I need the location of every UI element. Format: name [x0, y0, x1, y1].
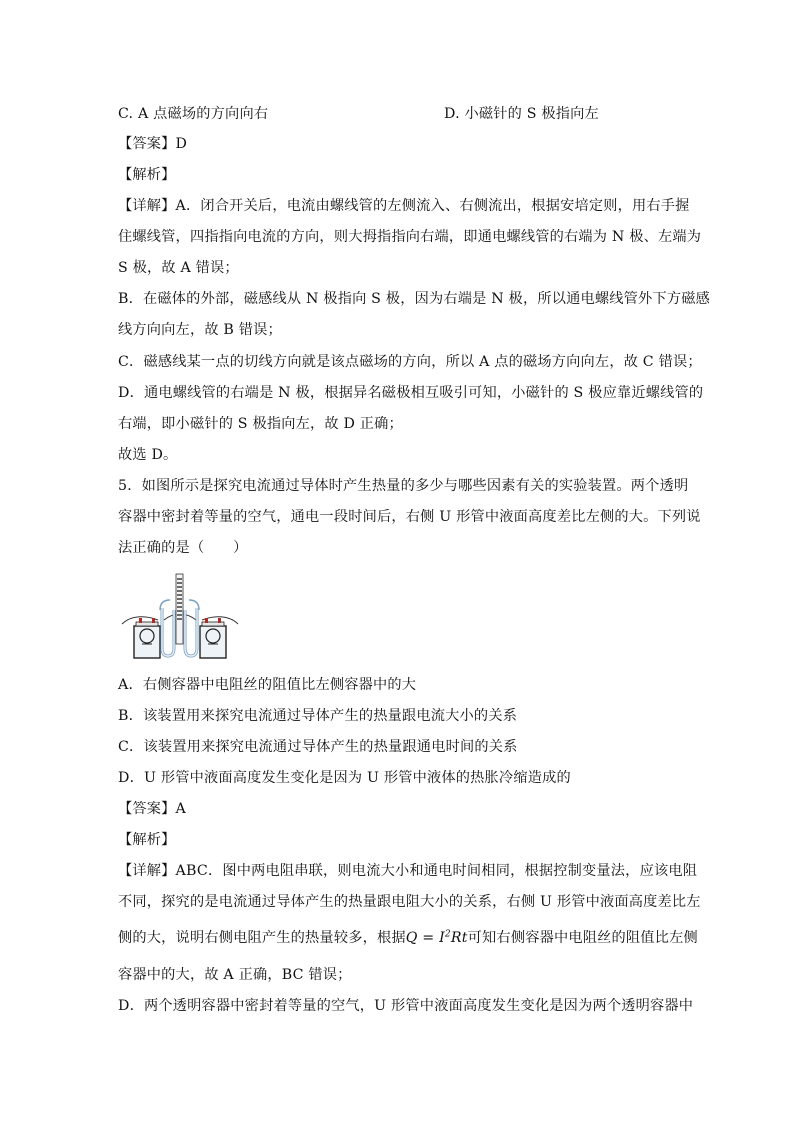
experiment-apparatus-figure — [118, 570, 242, 662]
q4-conclusion: 故选 D。 — [118, 447, 178, 463]
q4-detail-line: 右端，即小磁针的 S 极指向左，故 D 正确； — [118, 416, 403, 432]
q5-option-a: A．右侧容器中电阻丝的阻值比左侧容器中的大 — [118, 677, 417, 693]
q5-detail-line: 【详解】ABC．图中两电阻串联，则电流大小和通电时间相同，根据控制变量法，应该电阻 — [118, 863, 698, 879]
q4-detail-line: S 极，故 A 错误； — [118, 260, 239, 276]
q4-detail-line: 【详解】A．闭合开关后，电流由螺线管的左侧流入、右侧流出，根据安培定则，用右手握 — [118, 198, 690, 214]
q5-stem-line: 法正确的是（ ） — [118, 540, 248, 556]
q5-detail-line-with-formula — [118, 928, 698, 948]
q4-detail-line: 住螺线管，四指指向电流的方向，则大拇指指向右端，即通电螺线管的右端为 N 极、左端为 — [118, 229, 702, 245]
q4-detail-line: 线方向向左，故 B 错误； — [118, 322, 282, 338]
q4-detail-line: D．通电螺线管的右端是 N 极，根据异名磁极相互吸引可知，小磁针的 S 极应靠近螺线管的 — [118, 385, 704, 401]
q5-detail-text: 侧的大，说明右侧电阻产生的热量较多，根据 — [118, 930, 406, 946]
q5-option-c: C．该装置用来探究电流通过导体产生的热量跟通电时间的关系 — [118, 739, 518, 755]
joule-law-formula: $Q = I^2Rt$ — [405, 929, 468, 946]
q4-option-d: D. 小磁针的 S 极指向左 — [444, 106, 599, 122]
q5-stem-line: 容器中密封着等量的空气，通电一段时间后，右侧 U 形管中液面高度差比左侧的大。下列说 — [118, 509, 701, 525]
q5-detail-text: 可知右侧容器中电阻丝的阻值比左侧 — [467, 930, 698, 946]
q4-detail-line: B．在磁体的外部，磁感线从 N 极指向 S 极，因为右端是 N 极，所以通电螺线管外下方磁感 — [118, 291, 710, 307]
q4-answer: 【答案】D — [118, 136, 188, 152]
q4-analysis-label: 【解析】 — [118, 167, 176, 183]
q4-option-c: C. A 点磁场的方向向右 — [118, 106, 269, 122]
q5-answer: 【答案】A — [118, 801, 186, 817]
q5-detail-line: 不同，探究的是电流通过导体产生的热量跟电阻大小的关系，右侧 U 形管中液面高度差比左 — [118, 894, 701, 910]
q5-detail-line: 容器中的大，故 A 正确，BC 错误； — [118, 967, 352, 983]
q5-option-d: D．U 形管中液面高度发生变化是因为 U 形管中液体的热胀冷缩造成的 — [118, 770, 571, 786]
q5-option-b: B．该装置用来探究电流通过导体产生的热量跟电流大小的关系 — [118, 708, 518, 724]
q5-stem-line: 5．如图所示是探究电流通过导体时产生热量的多少与哪些因素有关的实验装置。两个透明 — [118, 478, 689, 494]
q5-analysis-label: 【解析】 — [118, 832, 176, 848]
q5-detail-line: D．两个透明容器中密封着等量的空气，U 形管中液面高度发生变化是因为两个透明容器中 — [118, 998, 694, 1014]
q4-detail-line: C．磁感线某一点的切线方向就是该点磁场的方向，所以 A 点的磁场方向向左，故 C 错误； — [118, 354, 702, 370]
